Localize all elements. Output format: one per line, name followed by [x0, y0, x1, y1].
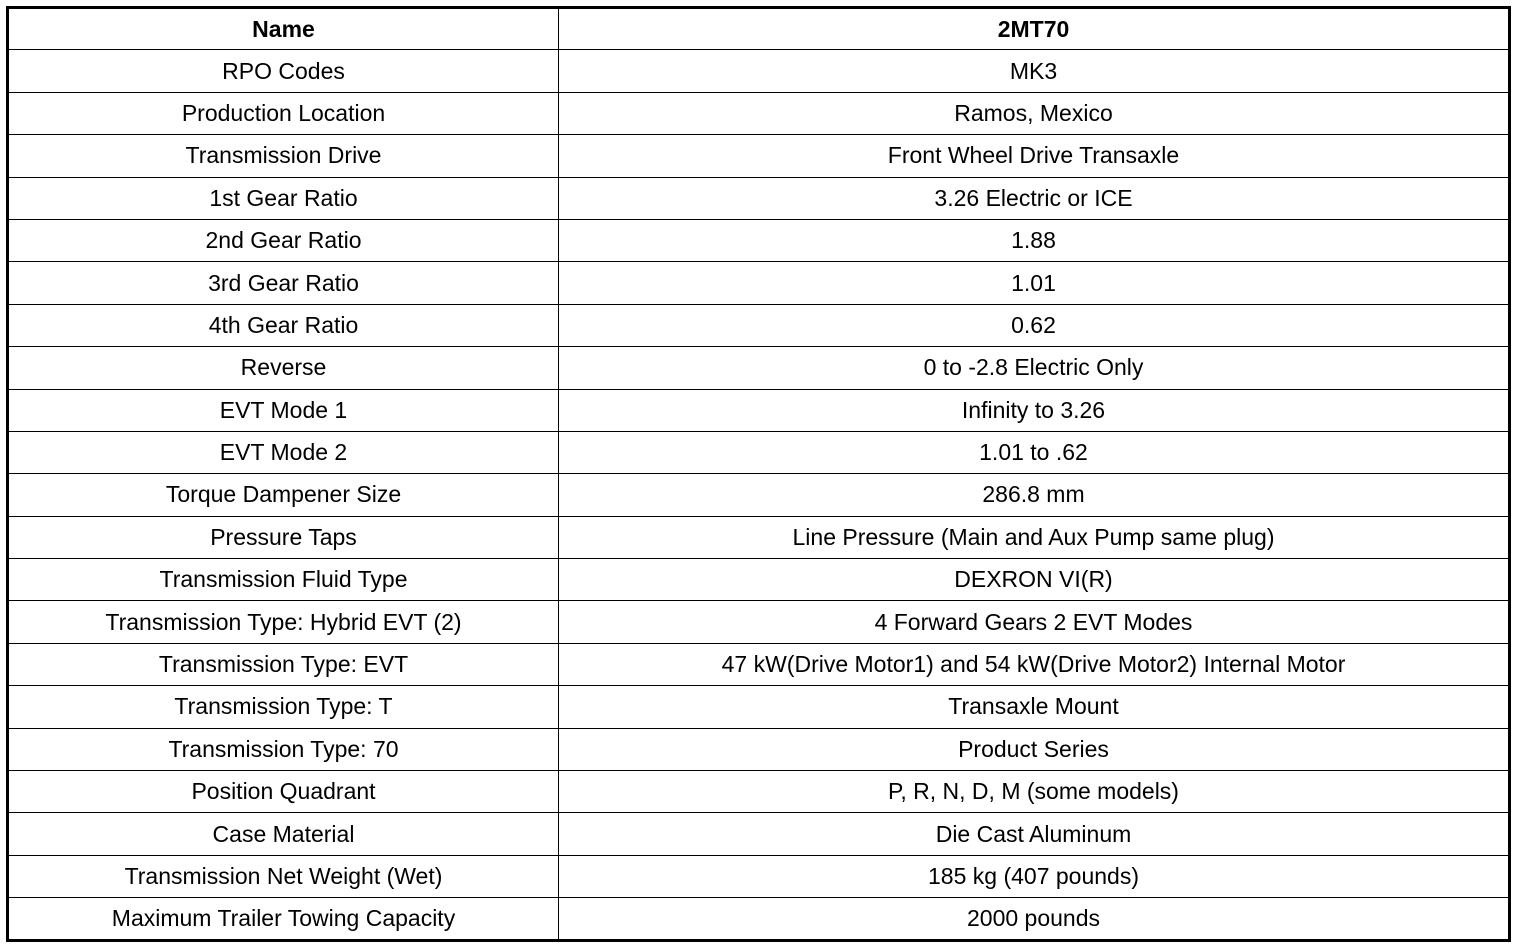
table-row [8, 728, 1510, 770]
table-row [8, 898, 1510, 940]
row-label: Maximum Trailer Towing Capacity [8, 898, 559, 940]
row-value: Product Series [559, 728, 1510, 770]
row-value: Die Cast Aluminum [559, 813, 1510, 855]
row-value: 2000 pounds [559, 898, 1510, 940]
row-label: Transmission Type: EVT [8, 643, 559, 685]
row-label: Transmission Type: 70 [8, 728, 559, 770]
row-label: 4th Gear Ratio [8, 304, 559, 346]
table-header-row [8, 8, 1510, 50]
transmission-spec-table [6, 6, 1511, 942]
row-value: Front Wheel Drive Transaxle [559, 135, 1510, 177]
table-row [8, 135, 1510, 177]
header-model: 2MT70 [559, 8, 1510, 50]
table-row [8, 262, 1510, 304]
row-label: EVT Mode 2 [8, 431, 559, 473]
row-label: Transmission Net Weight (Wet) [8, 855, 559, 897]
table-row [8, 516, 1510, 558]
row-value: 1.01 to .62 [559, 431, 1510, 473]
table-row [8, 347, 1510, 389]
row-value: 0.62 [559, 304, 1510, 346]
table-row [8, 771, 1510, 813]
table-row [8, 219, 1510, 261]
row-label: Transmission Fluid Type [8, 559, 559, 601]
row-label: Transmission Drive [8, 135, 559, 177]
row-label: Position Quadrant [8, 771, 559, 813]
table-row [8, 431, 1510, 473]
row-value: 4 Forward Gears 2 EVT Modes [559, 601, 1510, 643]
row-label: Transmission Type: Hybrid EVT (2) [8, 601, 559, 643]
row-label: Torque Dampener Size [8, 474, 559, 516]
row-value: 47 kW(Drive Motor1) and 54 kW(Drive Motor2) Internal Motor [559, 643, 1510, 685]
row-label: 1st Gear Ratio [8, 177, 559, 219]
row-value: 0 to -2.8 Electric Only [559, 347, 1510, 389]
row-value: DEXRON VI(R) [559, 559, 1510, 601]
header-name: Name [8, 8, 559, 50]
row-value: Line Pressure (Main and Aux Pump same plug) [559, 516, 1510, 558]
table-row [8, 304, 1510, 346]
row-value: Transaxle Mount [559, 686, 1510, 728]
table-row [8, 643, 1510, 685]
table-row [8, 813, 1510, 855]
row-value: Ramos, Mexico [559, 92, 1510, 134]
row-label: Reverse [8, 347, 559, 389]
row-label: Transmission Type: T [8, 686, 559, 728]
row-label: Production Location [8, 92, 559, 134]
row-value: 286.8 mm [559, 474, 1510, 516]
row-value: P, R, N, D, M (some models) [559, 771, 1510, 813]
row-value: 3.26 Electric or ICE [559, 177, 1510, 219]
table-row [8, 686, 1510, 728]
table-row [8, 855, 1510, 897]
table-row [8, 559, 1510, 601]
row-value: Infinity to 3.26 [559, 389, 1510, 431]
table-row [8, 474, 1510, 516]
table-row [8, 177, 1510, 219]
table-row [8, 50, 1510, 92]
row-label: Pressure Taps [8, 516, 559, 558]
row-label: EVT Mode 1 [8, 389, 559, 431]
row-value: 185 kg (407 pounds) [559, 855, 1510, 897]
row-value: 1.01 [559, 262, 1510, 304]
row-label: Case Material [8, 813, 559, 855]
row-value: MK3 [559, 50, 1510, 92]
row-label: 2nd Gear Ratio [8, 219, 559, 261]
row-label: 3rd Gear Ratio [8, 262, 559, 304]
table-row [8, 601, 1510, 643]
row-value: 1.88 [559, 219, 1510, 261]
row-label: RPO Codes [8, 50, 559, 92]
table-row [8, 92, 1510, 134]
table-row [8, 389, 1510, 431]
